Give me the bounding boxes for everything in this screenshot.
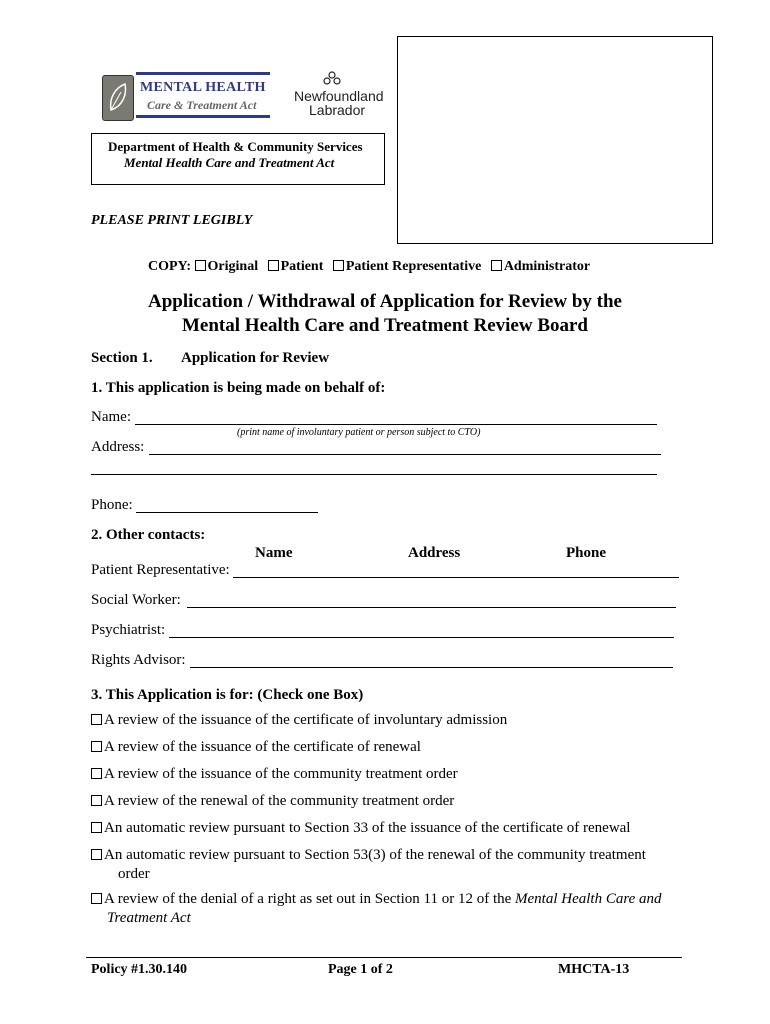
- social-worker-label: Social Worker:: [91, 592, 181, 608]
- department-name: Department of Health & Community Services: [108, 139, 363, 154]
- form-title-line1: Application / Withdrawal of Application for Review by the: [148, 291, 622, 312]
- form-title-line2: Mental Health Care and Treatment Review Board: [182, 315, 588, 336]
- q3-option-2[interactable]: A review of the issuance of the certificate of renewal: [91, 739, 421, 756]
- checkbox-icon[interactable]: [91, 849, 102, 860]
- col-address: Address: [408, 545, 461, 561]
- q3-option-1[interactable]: A review of the issuance of the certificate of involuntary admission: [91, 712, 507, 729]
- copy-patient[interactable]: Patient: [262, 259, 324, 274]
- footer-rule: [86, 957, 682, 958]
- footer-policy: Policy #1.30.140: [91, 962, 188, 977]
- section-number: Section 1.: [91, 350, 153, 366]
- q3-option-6-continued: order: [118, 866, 150, 882]
- phone-field[interactable]: [136, 512, 318, 513]
- address-label: Address:: [91, 439, 145, 455]
- checkbox-icon[interactable]: [195, 260, 206, 271]
- social-worker-field[interactable]: [187, 607, 676, 608]
- checkbox-icon[interactable]: [91, 893, 102, 904]
- copy-patient-representative[interactable]: Patient Representative: [327, 259, 481, 274]
- checkbox-icon[interactable]: [491, 260, 502, 271]
- footer-page: Page 1 of 2: [328, 962, 393, 977]
- q2-heading: 2. Other contacts:: [91, 527, 206, 543]
- province-logo-line1: Newfoundland: [294, 88, 384, 104]
- checkbox-icon[interactable]: [91, 795, 102, 806]
- province-logo-line2: Labrador: [309, 102, 366, 118]
- q1-heading: 1. This application is being made on behalf of:: [91, 380, 386, 396]
- patient-representative-field[interactable]: [233, 577, 679, 578]
- checkbox-icon[interactable]: [91, 741, 102, 752]
- checkbox-icon[interactable]: [91, 768, 102, 779]
- logo-rule-bottom: [136, 115, 270, 118]
- q3-option-4[interactable]: A review of the renewal of the community treatment order: [91, 793, 454, 810]
- rights-advisor-label: Rights Advisor:: [91, 652, 186, 668]
- photo-box: [397, 36, 713, 244]
- phone-label: Phone:: [91, 497, 133, 513]
- name-field[interactable]: [135, 424, 657, 425]
- logo-subtitle: Care & Treatment Act: [147, 98, 257, 112]
- name-hint: (print name of involuntary patient or person subject to CTO): [237, 427, 481, 438]
- name-label: Name:: [91, 409, 131, 425]
- print-notice: PLEASE PRINT LEGIBLY: [91, 213, 253, 228]
- q3-option-5[interactable]: An automatic review pursuant to Section 33 of the issuance of the certificate of renewal: [91, 820, 630, 837]
- footer-form-code: MHCTA-13: [558, 962, 630, 977]
- patient-representative-label: Patient Representative:: [91, 562, 230, 578]
- col-name: Name: [255, 545, 293, 561]
- section-title: Application for Review: [181, 350, 330, 366]
- copy-original[interactable]: Original: [195, 259, 259, 274]
- address-field-line2[interactable]: [91, 474, 657, 475]
- rights-advisor-field[interactable]: [190, 667, 673, 668]
- q3-option-7-continued: Treatment Act: [107, 910, 191, 926]
- psychiatrist-field[interactable]: [169, 637, 674, 638]
- department-act: Mental Health Care and Treatment Act: [124, 155, 335, 170]
- q3-option-6[interactable]: An automatic review pursuant to Section 53(3) of the renewal of the community treatment: [91, 847, 646, 864]
- leaf-icon: [102, 75, 134, 121]
- checkbox-icon[interactable]: [91, 714, 102, 725]
- checkbox-icon[interactable]: [268, 260, 279, 271]
- copy-row: [148, 259, 590, 275]
- address-field[interactable]: [149, 454, 661, 455]
- q3-option-3[interactable]: A review of the issuance of the community treatment order: [91, 766, 458, 783]
- logo-title: MENTAL HEALTH: [140, 80, 266, 95]
- copy-label: COPY:: [148, 259, 192, 274]
- psychiatrist-label: Psychiatrist:: [91, 622, 166, 638]
- checkbox-icon[interactable]: [91, 822, 102, 833]
- copy-administrator[interactable]: Administrator: [485, 259, 590, 274]
- logo-rule-top: [136, 72, 270, 75]
- q3-heading: 3. This Application is for: (Check one Box): [91, 687, 364, 703]
- col-phone: Phone: [566, 545, 607, 561]
- q3-option-7[interactable]: A review of the denial of a right as set out in Section 11 or 12 of the Mental Health Care and: [91, 891, 662, 908]
- checkbox-icon[interactable]: [333, 260, 344, 271]
